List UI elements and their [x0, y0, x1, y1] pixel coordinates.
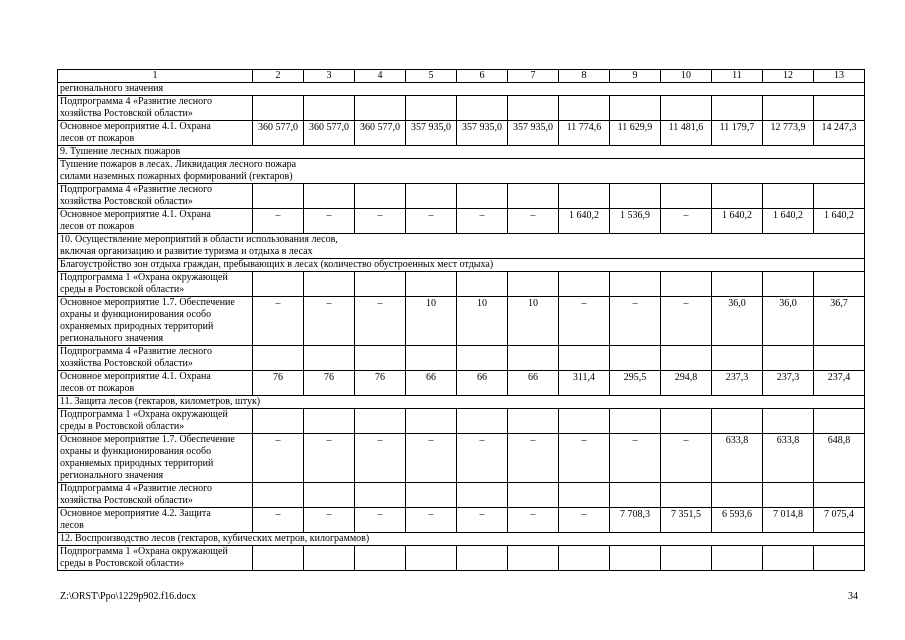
value-cell — [457, 409, 508, 434]
header-cell: 9 — [610, 70, 661, 83]
value-cell — [712, 346, 763, 371]
value-cell: – — [304, 508, 355, 533]
section-row — [58, 83, 865, 96]
value-cell — [355, 272, 406, 297]
row-label — [58, 371, 253, 396]
value-cell — [661, 96, 712, 121]
row-label-line: хозяйства Ростовской области» — [60, 495, 193, 506]
section-title — [58, 234, 865, 259]
value-cell: 237,3 — [763, 371, 814, 396]
row-label-line: охраны и функционирования особо — [60, 446, 212, 457]
row-label — [58, 96, 253, 121]
row-label — [58, 272, 253, 297]
value-cell — [508, 483, 559, 508]
value-cell: – — [508, 209, 559, 234]
value-cell: 11 774,6 — [559, 121, 610, 146]
row-label-line: охраняемых природных территорий — [60, 458, 214, 469]
value-cell: 357 935,0 — [457, 121, 508, 146]
table-row — [58, 96, 865, 121]
row-label — [58, 434, 253, 483]
section-row — [58, 146, 865, 159]
value-cell: – — [559, 434, 610, 483]
value-cell: 7 351,5 — [661, 508, 712, 533]
value-cell: 11 179,7 — [712, 121, 763, 146]
row-label-line: Подпрограмма 4 «Развитие лесного — [60, 346, 212, 357]
header-row — [58, 70, 865, 83]
row-label-line: охраняемых природных территорий — [60, 321, 214, 332]
value-cell — [253, 184, 304, 209]
value-cell — [406, 346, 457, 371]
value-cell — [763, 346, 814, 371]
value-cell — [712, 483, 763, 508]
value-cell: 10 — [457, 297, 508, 346]
row-label-line: хозяйства Ростовской области» — [60, 358, 193, 369]
value-cell: – — [559, 508, 610, 533]
value-cell — [814, 184, 865, 209]
page-number: 34 — [848, 591, 858, 602]
value-cell — [814, 483, 865, 508]
value-cell: 311,4 — [559, 371, 610, 396]
header-cell: 12 — [763, 70, 814, 83]
value-cell: – — [508, 508, 559, 533]
value-cell — [763, 272, 814, 297]
table-row — [58, 121, 865, 146]
value-cell — [559, 184, 610, 209]
section-title-line: регионального значения — [60, 83, 164, 94]
row-label — [58, 121, 253, 146]
header-cell: 10 — [661, 70, 712, 83]
section-title-line: включая организацию и развитие туризма и отдыха в лесах — [60, 246, 313, 257]
value-cell — [355, 546, 406, 571]
value-cell — [814, 96, 865, 121]
value-cell — [355, 483, 406, 508]
row-label-line: Подпрограмма 1 «Охрана окружающей — [60, 546, 228, 557]
value-cell: – — [406, 209, 457, 234]
value-cell — [610, 346, 661, 371]
value-cell — [253, 483, 304, 508]
row-label-line: Подпрограмма 1 «Охрана окружающей — [60, 272, 228, 283]
value-cell — [406, 409, 457, 434]
row-label — [58, 184, 253, 209]
section-title — [58, 533, 865, 546]
row-label — [58, 483, 253, 508]
row-label-line: охраны и функционирования особо — [60, 309, 212, 320]
row-label — [58, 409, 253, 434]
value-cell: 1 640,2 — [712, 209, 763, 234]
value-cell — [406, 272, 457, 297]
value-cell: – — [406, 508, 457, 533]
row-label-line: Подпрограмма 4 «Развитие лесного — [60, 184, 212, 195]
row-label — [58, 297, 253, 346]
value-cell — [406, 483, 457, 508]
row-label-line: Основное мероприятие 4.1. Охрана — [60, 121, 211, 132]
value-cell: 66 — [457, 371, 508, 396]
value-cell: – — [355, 209, 406, 234]
header-cell: 8 — [559, 70, 610, 83]
value-cell: – — [355, 434, 406, 483]
row-label-line: регионального значения — [60, 470, 164, 481]
value-cell — [610, 96, 661, 121]
value-cell: 237,3 — [712, 371, 763, 396]
value-cell: – — [355, 508, 406, 533]
value-cell — [253, 272, 304, 297]
section-title — [58, 259, 865, 272]
header-cell: 3 — [304, 70, 355, 83]
value-cell — [508, 546, 559, 571]
value-cell — [661, 272, 712, 297]
value-cell — [763, 546, 814, 571]
value-cell: – — [610, 434, 661, 483]
value-cell: 360 577,0 — [304, 121, 355, 146]
value-cell — [457, 546, 508, 571]
table-row — [58, 297, 865, 346]
table-row — [58, 209, 865, 234]
value-cell — [661, 184, 712, 209]
row-label-line: среды в Ростовской области» — [60, 421, 185, 432]
table-row — [58, 483, 865, 508]
value-cell: 36,0 — [763, 297, 814, 346]
value-cell — [304, 483, 355, 508]
value-cell: 360 577,0 — [355, 121, 406, 146]
row-label-line: лесов от пожаров — [60, 221, 135, 232]
value-cell: 36,7 — [814, 297, 865, 346]
value-cell: 1 640,2 — [559, 209, 610, 234]
row-label-line: Основное мероприятие 4.2. Защита — [60, 508, 211, 519]
value-cell: 66 — [406, 371, 457, 396]
table-row — [58, 346, 865, 371]
value-cell — [304, 346, 355, 371]
value-cell: 11 481,6 — [661, 121, 712, 146]
value-cell — [355, 96, 406, 121]
value-cell: 10 — [508, 297, 559, 346]
value-cell — [304, 272, 355, 297]
section-row — [58, 259, 865, 272]
value-cell: 295,5 — [610, 371, 661, 396]
value-cell — [253, 346, 304, 371]
value-cell: – — [406, 434, 457, 483]
value-cell — [457, 483, 508, 508]
value-cell — [457, 346, 508, 371]
value-cell — [406, 184, 457, 209]
value-cell — [712, 96, 763, 121]
row-label-line: Основное мероприятие 1.7. Обеспечение — [60, 434, 235, 445]
value-cell — [253, 546, 304, 571]
row-label — [58, 508, 253, 533]
value-cell — [559, 483, 610, 508]
value-cell: – — [559, 297, 610, 346]
value-cell — [355, 184, 406, 209]
value-cell — [814, 546, 865, 571]
section-title-line: 10. Осуществление мероприятий в области использования лесов, — [60, 234, 338, 245]
value-cell — [508, 96, 559, 121]
row-label-line: Подпрограмма 4 «Развитие лесного — [60, 483, 212, 494]
value-cell — [610, 409, 661, 434]
section-title — [58, 146, 865, 159]
value-cell: 1 536,9 — [610, 209, 661, 234]
table-row — [58, 272, 865, 297]
section-row — [58, 396, 865, 409]
value-cell: 12 773,9 — [763, 121, 814, 146]
row-label — [58, 346, 253, 371]
value-cell — [610, 546, 661, 571]
value-cell: – — [610, 297, 661, 346]
section-title-line: 12. Воспроизводство лесов (гектаров, кубических метров, килограммов) — [60, 533, 370, 544]
header-cell: 1 — [58, 70, 253, 83]
value-cell — [712, 272, 763, 297]
value-cell — [508, 272, 559, 297]
value-cell: 648,8 — [814, 434, 865, 483]
value-cell: 7 075,4 — [814, 508, 865, 533]
table-row — [58, 409, 865, 434]
value-cell — [559, 546, 610, 571]
value-cell — [457, 272, 508, 297]
row-label-line: Основное мероприятие 4.1. Охрана — [60, 371, 211, 382]
value-cell — [304, 96, 355, 121]
value-cell — [763, 96, 814, 121]
value-cell: 294,8 — [661, 371, 712, 396]
row-label-line: среды в Ростовской области» — [60, 284, 185, 295]
value-cell — [253, 96, 304, 121]
table-row — [58, 546, 865, 571]
value-cell: – — [304, 297, 355, 346]
value-cell — [814, 272, 865, 297]
value-cell — [610, 483, 661, 508]
value-cell — [559, 272, 610, 297]
header-cell: 6 — [457, 70, 508, 83]
value-cell — [763, 184, 814, 209]
row-label-line: Основное мероприятие 4.1. Охрана — [60, 209, 211, 220]
value-cell: 36,0 — [712, 297, 763, 346]
value-cell — [355, 346, 406, 371]
value-cell: 357 935,0 — [508, 121, 559, 146]
table-row — [58, 434, 865, 483]
value-cell — [661, 483, 712, 508]
value-cell — [457, 96, 508, 121]
value-cell — [508, 409, 559, 434]
row-label — [58, 546, 253, 571]
header-cell: 7 — [508, 70, 559, 83]
value-cell: – — [253, 434, 304, 483]
value-cell — [457, 184, 508, 209]
section-row — [58, 533, 865, 546]
section-title-line: силами наземных пожарных формирований (гектаров) — [60, 171, 293, 182]
row-label — [58, 209, 253, 234]
section-title-line: 9. Тушение лесных пожаров — [60, 146, 181, 157]
table-row — [58, 371, 865, 396]
value-cell: 237,4 — [814, 371, 865, 396]
value-cell: 360 577,0 — [253, 121, 304, 146]
value-cell — [661, 346, 712, 371]
value-cell — [814, 409, 865, 434]
value-cell — [763, 409, 814, 434]
value-cell: 11 629,9 — [610, 121, 661, 146]
value-cell: 357 935,0 — [406, 121, 457, 146]
value-cell — [406, 546, 457, 571]
value-cell — [508, 184, 559, 209]
value-cell: 6 593,6 — [712, 508, 763, 533]
value-cell: – — [253, 209, 304, 234]
value-cell: 76 — [355, 371, 406, 396]
value-cell: 66 — [508, 371, 559, 396]
value-cell — [814, 346, 865, 371]
value-cell: 10 — [406, 297, 457, 346]
section-title — [58, 396, 865, 409]
value-cell: 76 — [304, 371, 355, 396]
value-cell — [610, 184, 661, 209]
data-table — [57, 69, 865, 571]
header-cell: 4 — [355, 70, 406, 83]
value-cell — [712, 184, 763, 209]
value-cell — [763, 483, 814, 508]
value-cell: 1 640,2 — [763, 209, 814, 234]
value-cell: – — [304, 209, 355, 234]
section-row — [58, 159, 865, 184]
section-title-line: 11. Защита лесов (гектаров, километров, штук) — [60, 396, 261, 407]
value-cell — [712, 409, 763, 434]
value-cell — [559, 409, 610, 434]
value-cell: 633,8 — [712, 434, 763, 483]
value-cell — [661, 546, 712, 571]
value-cell — [712, 546, 763, 571]
value-cell: – — [253, 297, 304, 346]
value-cell: – — [457, 209, 508, 234]
row-label-line: лесов от пожаров — [60, 133, 135, 144]
value-cell: – — [304, 434, 355, 483]
header-cell: 13 — [814, 70, 865, 83]
value-cell: 7 708,3 — [610, 508, 661, 533]
value-cell: 7 014,8 — [763, 508, 814, 533]
value-cell: – — [457, 434, 508, 483]
value-cell — [661, 409, 712, 434]
value-cell — [253, 409, 304, 434]
value-cell: 14 247,3 — [814, 121, 865, 146]
value-cell: – — [661, 209, 712, 234]
row-label-line: хозяйства Ростовской области» — [60, 196, 193, 207]
table-row — [58, 508, 865, 533]
row-label-line: Подпрограмма 4 «Развитие лесного — [60, 96, 212, 107]
section-title-line: Благоустройство зон отдыха граждан, пребывающих в лесах (количество обустроенных мест отдыха) — [60, 259, 494, 270]
value-cell: 1 640,2 — [814, 209, 865, 234]
value-cell: – — [457, 508, 508, 533]
value-cell — [559, 96, 610, 121]
row-label-line: регионального значения — [60, 333, 164, 344]
value-cell: – — [253, 508, 304, 533]
section-title — [58, 83, 865, 96]
row-label-line: лесов от пожаров — [60, 383, 135, 394]
value-cell — [559, 346, 610, 371]
row-label-line: Подпрограмма 1 «Охрана окружающей — [60, 409, 228, 420]
row-label-line: Основное мероприятие 1.7. Обеспечение — [60, 297, 235, 308]
value-cell — [508, 346, 559, 371]
footer-file-path: Z:\ORST\Ppo\1229p902.f16.docx — [60, 591, 197, 602]
header-cell: 11 — [712, 70, 763, 83]
value-cell — [304, 409, 355, 434]
value-cell — [304, 546, 355, 571]
value-cell — [610, 272, 661, 297]
row-label-line: хозяйства Ростовской области» — [60, 108, 193, 119]
row-label-line: лесов — [60, 520, 84, 531]
table-row — [58, 184, 865, 209]
header-cell: 2 — [253, 70, 304, 83]
value-cell: – — [355, 297, 406, 346]
header-cell: 5 — [406, 70, 457, 83]
value-cell — [406, 96, 457, 121]
value-cell: – — [508, 434, 559, 483]
value-cell: – — [661, 434, 712, 483]
value-cell — [304, 184, 355, 209]
row-label-line: среды в Ростовской области» — [60, 558, 185, 569]
value-cell: – — [661, 297, 712, 346]
value-cell: 76 — [253, 371, 304, 396]
section-title — [58, 159, 865, 184]
value-cell — [355, 409, 406, 434]
section-row — [58, 234, 865, 259]
value-cell: 633,8 — [763, 434, 814, 483]
section-title-line: Тушение пожаров в лесах. Ликвидация лесного пожара — [60, 159, 297, 170]
